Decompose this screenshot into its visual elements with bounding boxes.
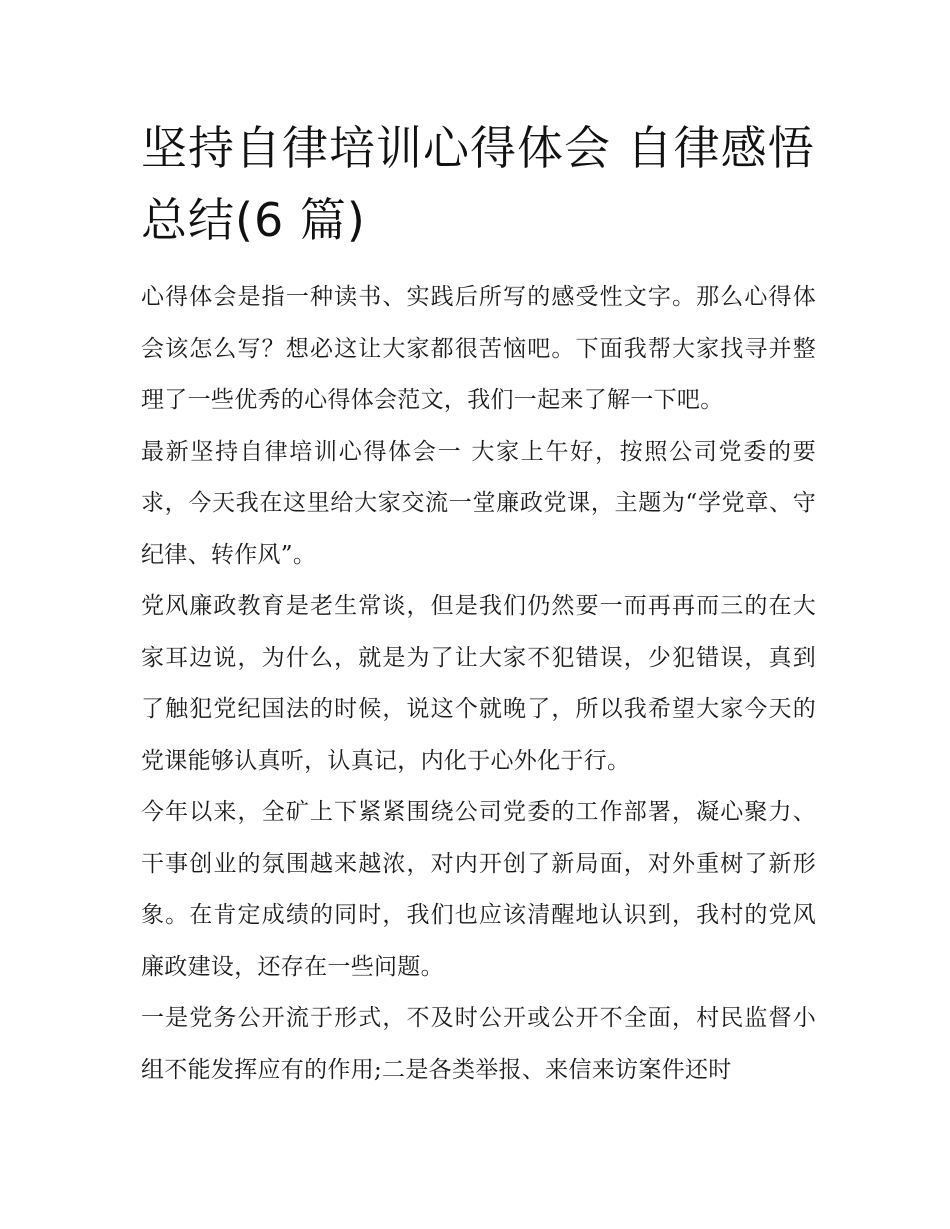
document-content	[141, 112, 816, 1096]
paragraph-education: 党风廉政教育是老生常谈，但是我们仍然要一而再再而三的在大家耳边说，为什么，就是为了让大家不犯错误，少犯错误，真到了触犯党纪国法的时候，说这个就晚了，所以我希望大家今天的党课能够认真听，认真记，内化于心外化于行。	[141, 593, 816, 774]
paragraph-intro: 心得体会是指一种读书、实践后所写的感受性文字。那么心得体会该怎么写？想必这让大家都很苦恼吧。下面我帮大家找寻并整理了一些优秀的心得体会范文，我们一起来了解一下吧。	[141, 284, 816, 413]
paragraph-opening: 最新坚持自律培训心得体会一 大家上午好，按照公司党委的要求，今天我在这里给大家交流一堂廉政党课，主题为“学党章、守纪律、转作风”。	[141, 438, 816, 568]
document-body	[141, 272, 816, 1096]
paragraph-progress: 今年以来，全矿上下紧紧围绕公司党委的工作部署，凝心聚力、干事创业的氛围越来越浓，对内开创了新局面，对外重树了新形象。在肯定成绩的同时，我们也应该清醒地认识到，我村的党风廉政建设，还存在一些问题。	[141, 799, 816, 980]
paragraph-problems: 一是党务公开流于形式，不及时公开或公开不全面，村民监督小组不能发挥应有的作用;二是各类举报、来信来访案件还时	[141, 1005, 816, 1083]
document-title: 坚持自律培训心得体会 自律感悟总结(6 篇)	[141, 121, 815, 247]
